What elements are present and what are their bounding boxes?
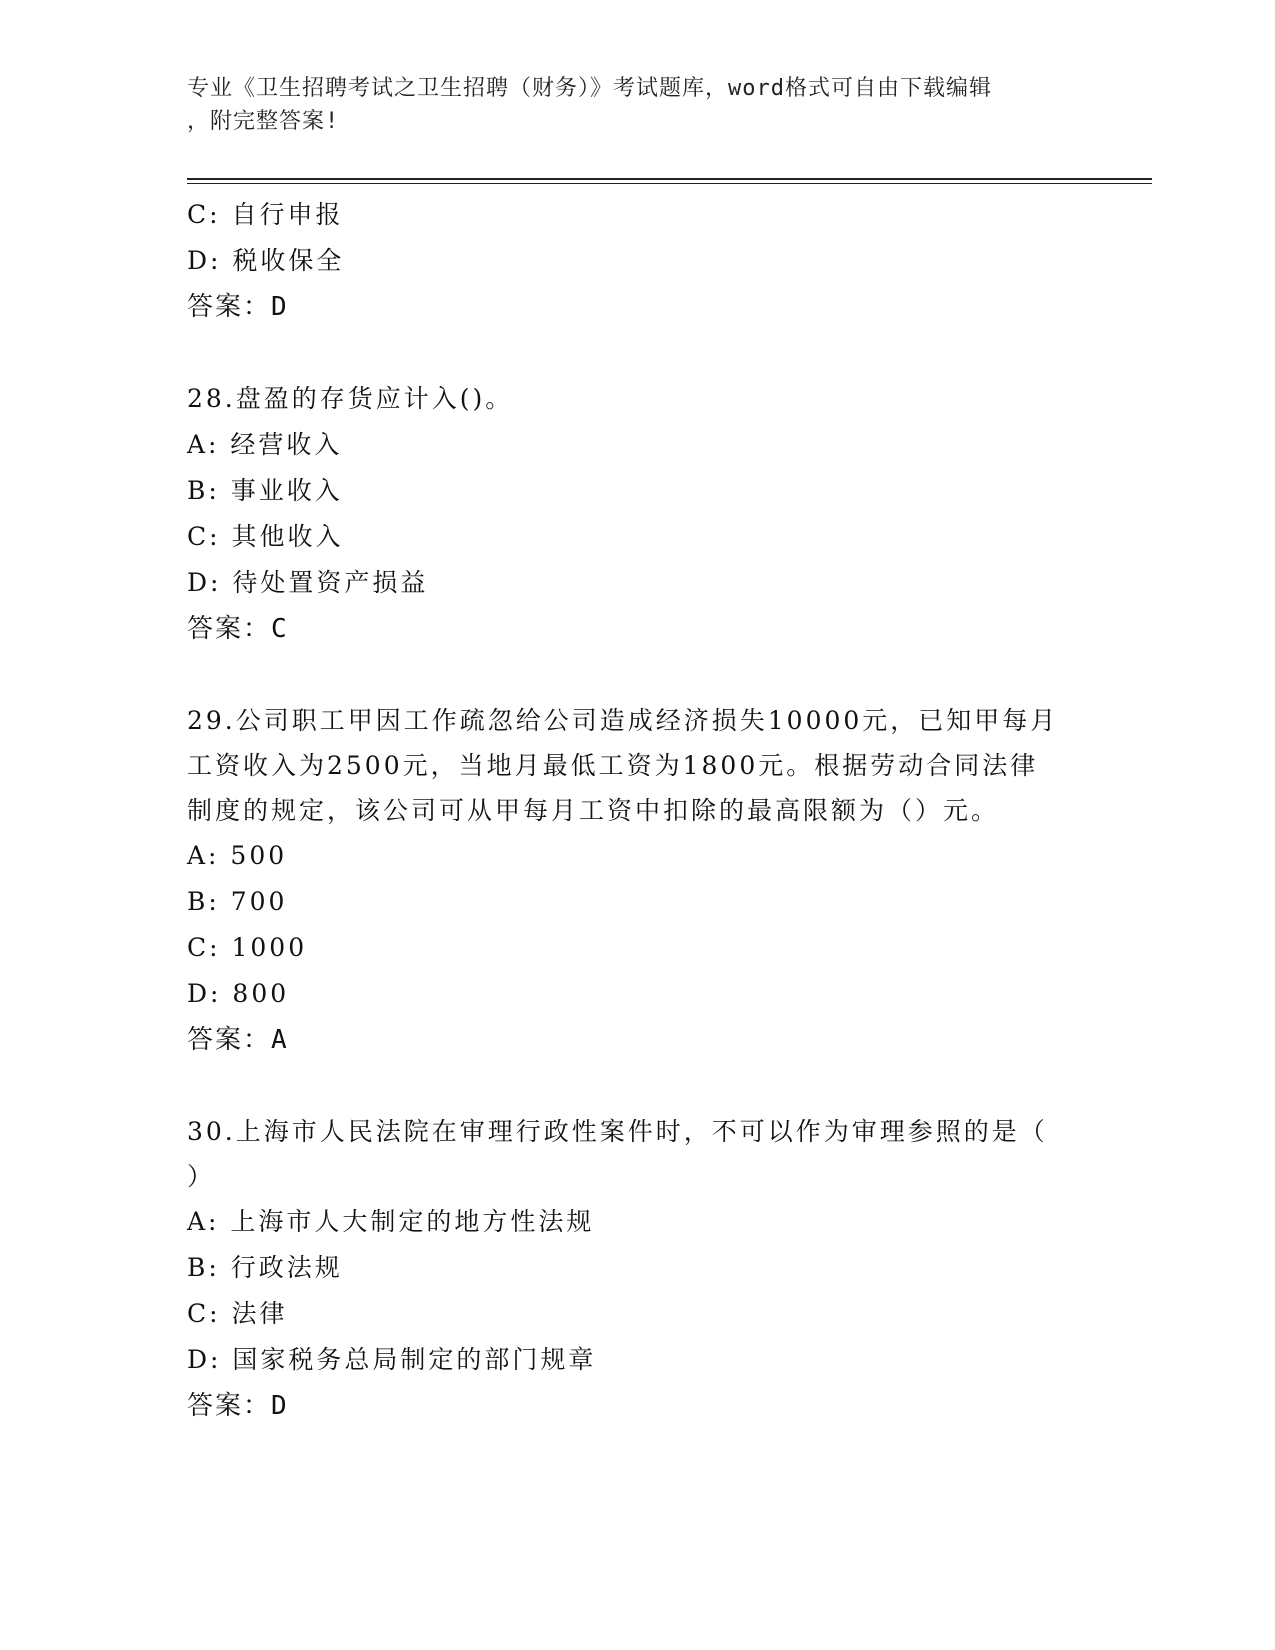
- q30-option-a: A: 上海市人大制定的地方性法规: [187, 1207, 595, 1236]
- q29-option-c: C: 1000: [187, 933, 308, 962]
- q30-stem-line-1: 30.上海市人民法院在审理行政性案件时，不可以作为审理参照的是（: [187, 1117, 1048, 1146]
- q29-answer: 答案：A: [187, 1025, 289, 1055]
- q27-option-c: C: 自行申报: [187, 200, 344, 229]
- header-line-1: 专业《卫生招聘考试之卫生招聘（财务）》考试题库，word格式可自由下载编辑: [187, 76, 992, 101]
- question-29: [187, 698, 1087, 1063]
- header-divider-thin: [187, 183, 1152, 184]
- q30-answer: 答案：D: [187, 1391, 289, 1421]
- q28-option-d: D: 待处置资产损益: [187, 568, 429, 597]
- q29-option-a: A: 500: [187, 841, 288, 870]
- q30-option-c: C: 法律: [187, 1299, 288, 1328]
- spacer: [187, 652, 1087, 698]
- q28-option-a: A: 经营收入: [187, 430, 343, 459]
- document-header: [187, 72, 1087, 138]
- question-30: [187, 1109, 1087, 1429]
- q27-option-d: D: 税收保全: [187, 246, 345, 275]
- q29-stem-line-2: 工资收入为2500元，当地月最低工资为1800元。根据劳动合同法律: [187, 751, 1039, 780]
- q29-option-b: B: 700: [187, 887, 288, 916]
- question-28: [187, 376, 1087, 652]
- question-27: [187, 192, 1087, 330]
- question-content: [187, 192, 1087, 1429]
- q28-option-c: C: 其他收入: [187, 522, 344, 551]
- q29-option-d: D: 800: [187, 979, 290, 1008]
- q30-stem-line-2: ）: [187, 1162, 216, 1191]
- q30-option-d: D: 国家税务总局制定的部门规章: [187, 1345, 597, 1374]
- q29-stem-line-3: 制度的规定，该公司可从甲每月工资中扣除的最高限额为（）元。: [187, 796, 1000, 825]
- q28-option-b: B: 事业收入: [187, 476, 343, 505]
- spacer: [187, 330, 1087, 376]
- header-line-2: ，附完整答案!: [187, 109, 340, 134]
- q28-stem: 28.盘盈的存货应计入()。: [187, 384, 514, 413]
- q30-option-b: B: 行政法规: [187, 1253, 343, 1282]
- q27-answer: 答案：D: [187, 292, 289, 322]
- spacer: [187, 1063, 1087, 1109]
- header-divider-thick: [187, 178, 1152, 180]
- q29-stem-line-1: 29.公司职工甲因工作疏忽给公司造成经济损失10000元，已知甲每月: [187, 706, 1059, 735]
- q28-answer: 答案：C: [187, 614, 289, 644]
